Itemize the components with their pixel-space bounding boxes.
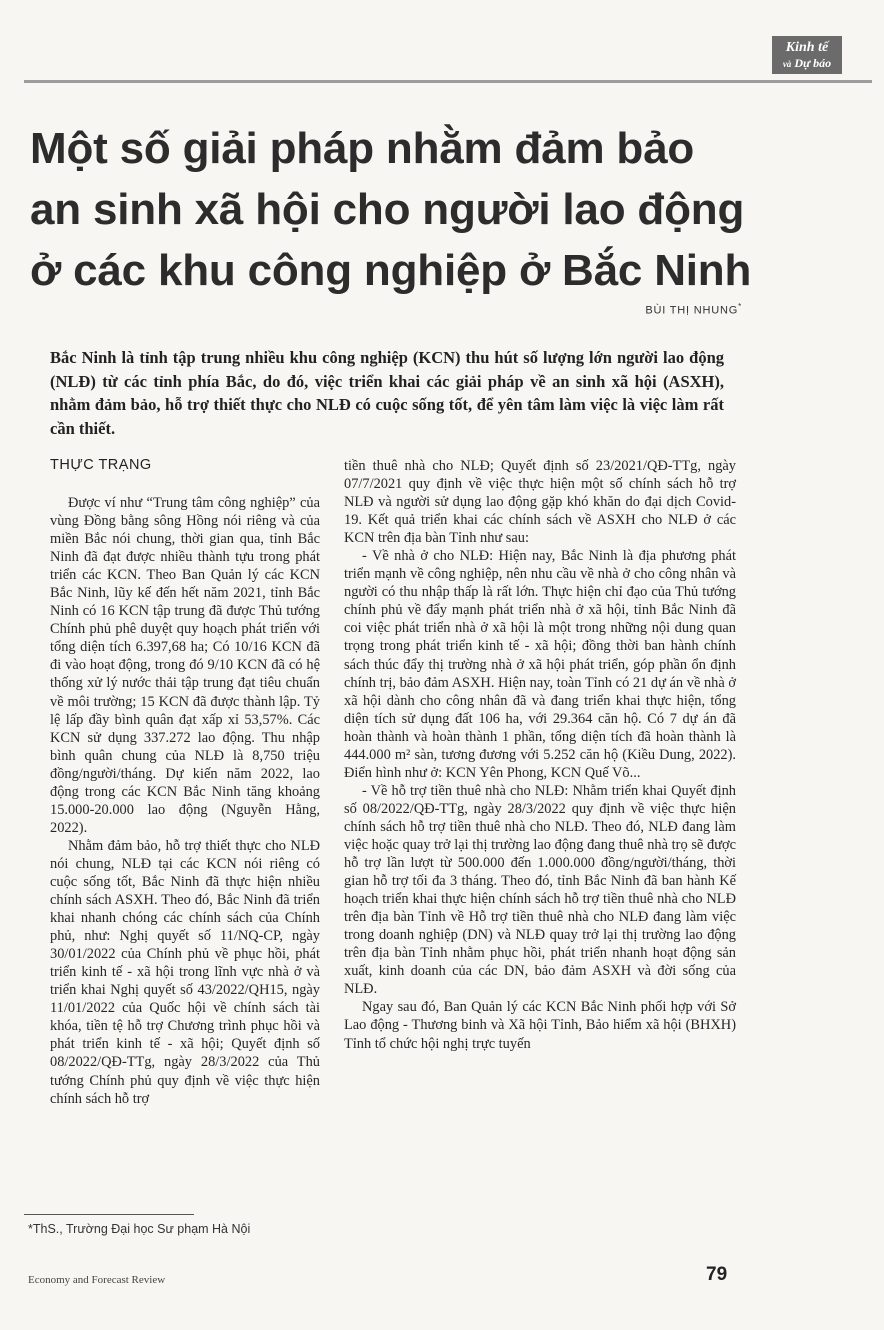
journal-badge — [772, 36, 842, 74]
body-paragraph: - Về hỗ trợ tiền thuê nhà cho NLĐ: Nhằm triển khai Quyết định số 08/2022/QĐ-TTg, ngày 28/3/2022 quy định về việc thực hiện chính sách hỗ trợ tiền thuê nhà cho NLĐ. Theo đó, NLĐ đang làm việc hoặc quay trở lại thị trường lao động đang thuê nhà trọ sẽ được hỗ trợ lần lượt từ 500.000 đến 1.000.000 đồng/người/tháng, thời gian hỗ trợ tối đa 3 tháng. Theo đó, tỉnh Bắc Ninh đã ban hành Kế hoạch triển khai thực hiện chính sách hỗ trợ tiền thuê nhà cho NLĐ trên địa bàn Tỉnh về Hỗ trợ tiền thuê nhà cho NLĐ đang làm việc trong doanh nghiệp (DN) và NLĐ quay trở lại thị trường lao động trên địa bàn Tỉnh nhằm phục hồi, phát triển nhanh hoạt động sản xuất, kinh doanh của các DN, bảo đảm ASXH và đời sống của NLĐ. — [344, 782, 736, 998]
journal-name-footer: Economy and Forecast Review — [28, 1274, 166, 1286]
author-byline — [645, 302, 742, 317]
title-line: an sinh xã hội cho người lao động — [30, 185, 745, 234]
body-paragraph: tiền thuê nhà cho NLĐ; Quyết định số 23/2021/QĐ-TTg, ngày 07/7/2021 quy định về việc thực hiện một số chính sách hỗ trợ NLĐ và người sử dụng lao động gặp khó khăn do đại dịch Covid-19. Kết quả triển khai các chính sách về ASXH cho NLĐ ở các KCN trên địa bàn Tỉnh như sau: — [344, 458, 736, 547]
header-rule — [24, 80, 872, 83]
article-title — [30, 118, 770, 301]
page-number: 79 — [706, 1264, 728, 1285]
body-paragraph: Nhằm đảm bảo, hỗ trợ thiết thực cho NLĐ nói chung, NLĐ tại các KCN nói riêng có cuộc sống tốt, Bắc Ninh đã thực hiện nhiều chính sách ASXH. Theo đó, Bắc Ninh đã triển khai nhanh chóng các chính sách của Chính phủ, như: Nghị quyết số 11/NQ-CP, ngày 30/01/2022 của Chính phủ về phục hồi, phát triển kinh tế - xã hội trong lĩnh vực nhà ở và triển khai Nghị quyết số 43/2022/QH15, ngày 11/01/2022 của Quốc hội về chính sách tài khóa, tiền tệ hỗ trợ Chương trình phục hồi và phát triển kinh tế - xã hội; Quyết định số 08/2022/QĐ-TTg, ngày 28/3/2022 của Thủ tướng Chính phủ quy định về việc thực hiện chính sách hỗ trợ — [50, 837, 320, 1107]
body-paragraph: Ngay sau đó, Ban Quản lý các KCN Bắc Ninh phối hợp với Sở Lao động - Thương binh và Xã hội Tỉnh, Bảo hiểm xã hội (BHXH) Tỉnh tổ chức hội nghị trực tuyến — [344, 999, 736, 1052]
body-paragraph: Được ví như “Trung tâm công nghiệp” của vùng Đồng bằng sông Hồng nói riêng và của miền Bắc nói chung, thời gian qua, tỉnh Bắc Ninh đã đạt được nhiều thành tựu trong phát triển các KCN. Theo Ban Quản lý các KCN Bắc Ninh, lũy kế đến hết năm 2021, tỉnh Bắc Ninh có 16 KCN tập trung đã được Thủ tướng Chính phủ phê duyệt quy hoạch phát triển với tổng diện tích 6.397,68 ha; Có 10/16 KCN đã đi vào hoạt động, trong đó 9/10 KCN đã có hệ thống xử lý nước thải tập trung đạt tiêu chuẩn về môi trường; 15 KCN đã được thành lập. Tỷ lệ lấp đầy bình quân đạt xấp xỉ 53,57%. Các KCN sử dụng 337.272 lao động. Thu nhập bình quân chung của NLĐ là 8,750 triệu đồng/người/tháng. Dự kiến năm 2022, lao động trong các KCN Bắc Ninh tăng khoảng 15.000-20.000 lao động (Nguyễn Hằng, 2022). — [50, 495, 320, 836]
badge-line-2-text: Dự báo — [794, 56, 832, 70]
section-heading: THỰC TRẠNG — [50, 457, 152, 473]
title-line: Một số giải pháp nhằm đảm bảo — [30, 124, 695, 173]
footnote: *ThS., Trường Đại học Sư phạm Hà Nội — [28, 1222, 251, 1236]
article-abstract: Bắc Ninh là tỉnh tập trung nhiều khu công nghiệp (KCN) thu hút số lượng lớn người lao động (NLĐ) từ các tỉnh phía Bắc, do đó, việc triển khai các giải pháp về an sinh xã hội (ASXH), nhằm đảm bảo, hỗ trợ thiết thực cho NLĐ có cuộc sống tốt, để yên tâm làm việc là việc làm rất cần thiết. — [50, 348, 724, 438]
author-footnote-mark: * — [738, 302, 742, 311]
badge-line-1: Kinh tế — [785, 40, 829, 55]
right-column — [344, 457, 736, 1053]
footnote-divider — [24, 1214, 194, 1215]
badge-line-2 — [772, 56, 842, 72]
body-paragraph: - Về nhà ở cho NLĐ: Hiện nay, Bắc Ninh là địa phương phát triển mạnh về công nghiệp, nên nhu cầu về nhà ở cho công nhân và người có thu nhập thấp là rất lớn. Thực hiện chỉ đạo của Thủ tướng chính phủ về đẩy mạnh phát triển nhà ở xã hội, tỉnh Bắc Ninh đã coi việc phát triển nhà ở xã hội là một trong những nội dung quan trọng trong phát triển kinh tế - xã hội; đồng thời ban hành chính sách thúc đẩy thị trường nhà ở xã hội phát triển, góp phần ổn định chính trị, bảo đảm ASXH. Hiện nay, toàn Tỉnh có 21 dự án về nhà ở xã hội dành cho công nhân đã và đang triển khai thực hiện, tổng diện tích sử dụng đất 106 ha, với 29.364 căn hộ. Có 7 dự án đã hoàn thành và hoàn thành 1 phần, tổng diện tích đã hoàn thành là 444.000 m² sàn, tương đương với 5.252 căn hộ (Kiều Dung, 2022). Điển hình như ở: KCN Yên Phong, KCN Quế Võ... — [344, 548, 736, 781]
title-line: ở các khu công nghiệp ở Bắc Ninh — [30, 246, 752, 295]
badge-small-word: và — [782, 59, 792, 69]
left-column — [50, 494, 320, 1108]
author-name: BÙI THỊ NHUNG — [645, 304, 739, 317]
